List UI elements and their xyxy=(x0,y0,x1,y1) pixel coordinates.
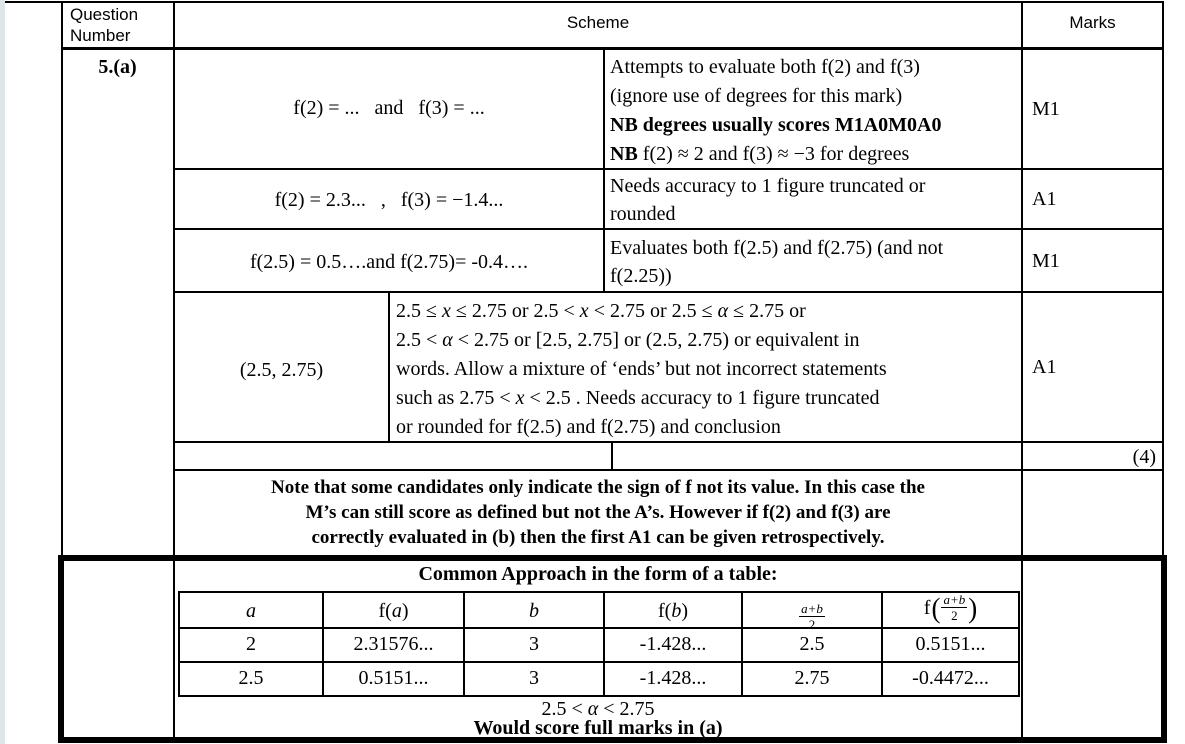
question-header-line1: Question xyxy=(70,5,139,24)
inner-header-a: a xyxy=(246,600,256,622)
table-cell: 0.5151... xyxy=(915,633,986,655)
inner-table-border xyxy=(1018,591,1020,697)
scheme-answer-row3: f(2.5) = 0.5….and f(2.75)= -0.4…. xyxy=(249,251,529,273)
inner-header-fa: f(a) xyxy=(378,600,409,622)
marks-header: Marks xyxy=(1069,13,1116,32)
question-label: 5.(a) xyxy=(98,56,137,78)
table-right-border xyxy=(1162,1,1164,557)
f-midpoint-expression xyxy=(924,593,977,622)
total-mark: (4) xyxy=(1132,446,1156,468)
full-marks-note: Would score full marks in (a) xyxy=(473,717,723,739)
scheme-desc-row3: Evaluates both f(2.5) and f(2.75) (and not f(2.25)) xyxy=(610,237,944,287)
table-cell: 0.5151... xyxy=(358,667,429,689)
scheme-header: Scheme xyxy=(566,13,630,32)
scheme-subcolumn-divider xyxy=(611,441,613,471)
row-border xyxy=(173,291,1164,293)
scheme-desc-row1: Attempts to evaluate both f(2) and f(3) (ignore use of degrees for this mark) NB degrees usually scores M1A0M0A0 NB f(2) ≈ 2 and f(3) ≈ −3 for degrees xyxy=(610,56,942,165)
midpoint-fraction xyxy=(941,593,967,622)
table-cell: -0.4472... xyxy=(912,667,989,689)
scheme-answer-row2: f(2) = 2.3... , f(3) = −1.4... xyxy=(274,189,504,211)
mark-row4: A1 xyxy=(1032,356,1057,378)
table-cell: 3 xyxy=(529,667,539,689)
common-approach-title: Common Approach in the form of a table: xyxy=(418,563,778,585)
table-cell: 2.75 xyxy=(794,667,830,689)
row-border xyxy=(173,228,1164,230)
inner-table-border xyxy=(178,627,1020,629)
table-top-border xyxy=(5,1,1164,3)
fraction-numerator: a+b xyxy=(801,601,823,616)
inner-table-border xyxy=(178,661,1020,663)
f-label: f xyxy=(923,596,931,619)
page-edge-strip xyxy=(0,0,5,744)
inner-header-fb: f(b) xyxy=(658,600,688,622)
close-paren: ) xyxy=(968,591,978,624)
open-paren: ( xyxy=(931,591,941,624)
question-number-header xyxy=(70,4,138,46)
table-cell: -1.428... xyxy=(639,633,707,655)
table-cell: 3 xyxy=(529,633,539,655)
question-header-line2: Number xyxy=(70,26,131,45)
midpoint-fraction xyxy=(799,602,825,631)
fraction-denominator: 2 xyxy=(951,608,958,623)
row-border xyxy=(173,469,1164,471)
table-cell: 2.5 xyxy=(238,667,264,689)
scheme-desc-row2: Needs accuracy to 1 figure truncated or rounded xyxy=(610,175,926,225)
scheme-desc-row4: 2.5 ≤ x ≤ 2.75 or 2.5 < x < 2.75 or 2.5 ≤ α ≤ 2.75 or 2.5 < α < 2.75 or [2.5, 2.75] or (2.5, 2.75) or equivalent in words. Allow a mixture of ‘ends’ but not incorrect statements such as 2.75 < x < 2.5 . Needs accuracy to 1 figure truncated or rounded for f(2.5) and f(2.75) and conclusion xyxy=(396,300,887,438)
table-cell: 2 xyxy=(246,633,256,655)
header-bottom-border xyxy=(61,47,1164,50)
inner-header-midpoint xyxy=(743,595,881,631)
scheme-answer-row1: f(2) = ... and f(3) = ... xyxy=(293,97,485,119)
interval-conclusion: 2.5 < α < 2.75 xyxy=(541,698,655,720)
mark-row2: A1 xyxy=(1032,188,1057,210)
inner-table-border xyxy=(178,695,1020,697)
table-cell: 2.5 xyxy=(799,633,825,655)
inner-header-b: b xyxy=(529,600,539,622)
mark-row1: M1 xyxy=(1032,98,1060,120)
fraction-numerator: a+b xyxy=(943,592,966,607)
mark-row3: M1 xyxy=(1032,250,1060,272)
table-left-border xyxy=(61,1,63,557)
examiner-note: Note that some candidates only indicate the sign of f not its value. In this case the M’s can still score as defined but not the A’s. However if f(2) and f(3) are correctly evaluated in (b) then the first A1 can be given retrospectively. xyxy=(271,477,925,548)
inner-header-f-midpoint xyxy=(883,593,1018,622)
scheme-answer-row4: (2.5, 2.75) xyxy=(239,359,324,381)
table-cell: 2.31576... xyxy=(353,633,434,655)
table-cell: -1.428... xyxy=(639,667,707,689)
fraction-denominator: 2 xyxy=(808,617,816,632)
